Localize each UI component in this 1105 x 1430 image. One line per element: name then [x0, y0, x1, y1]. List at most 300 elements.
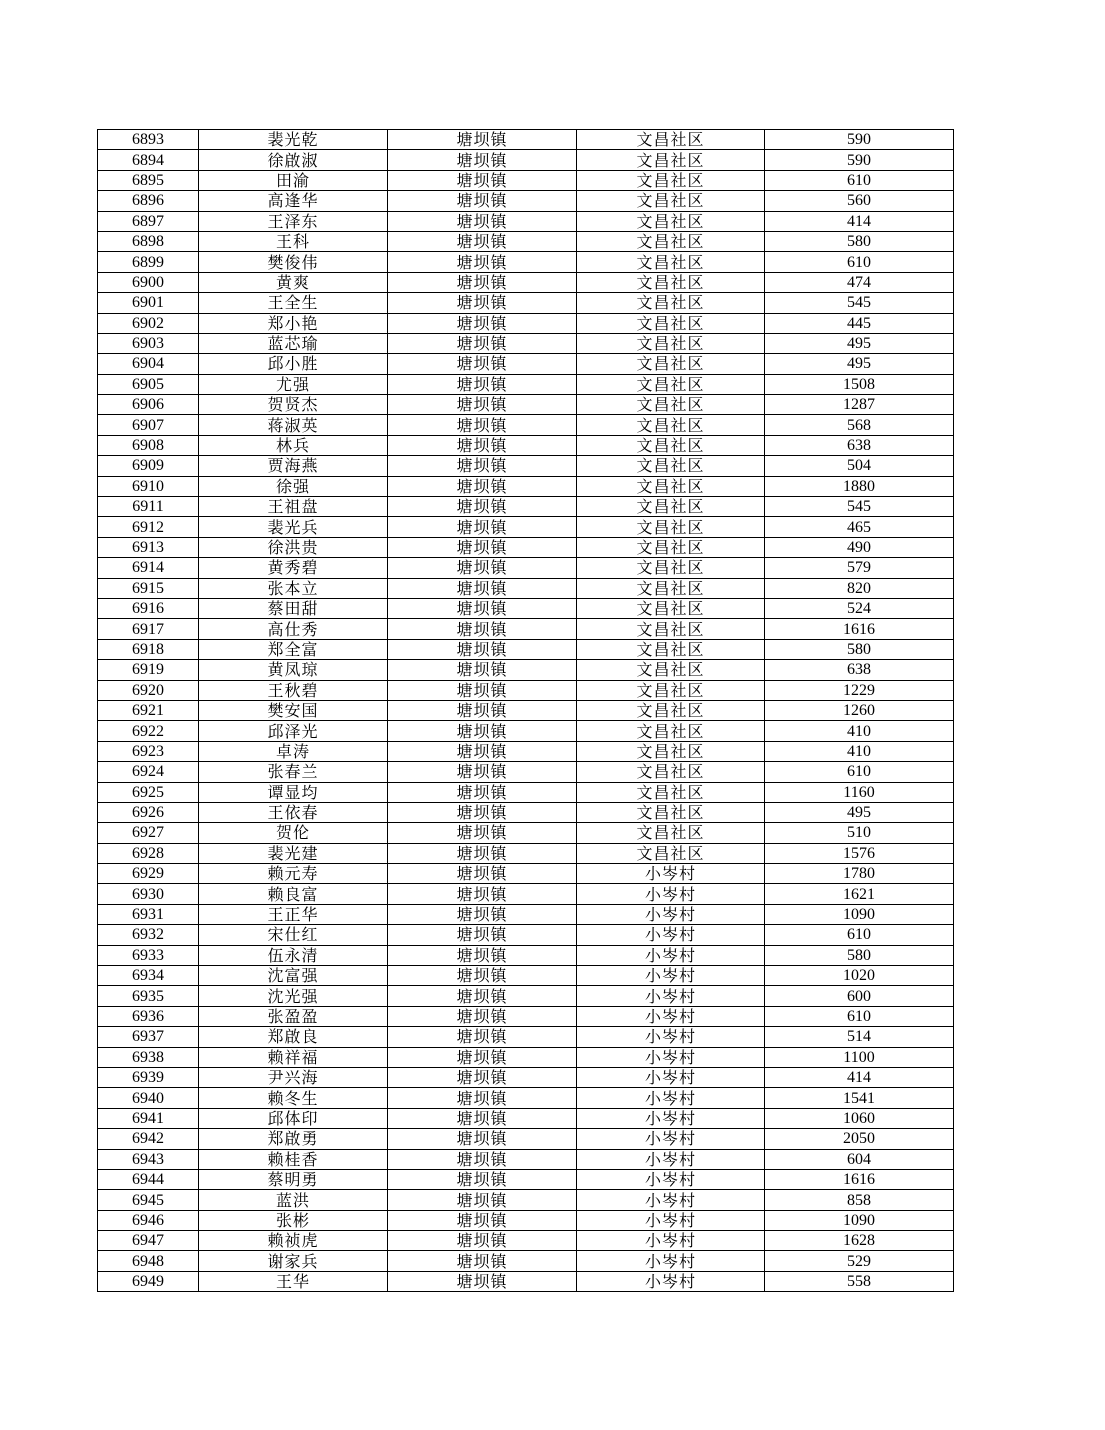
- cell-amount: 1229: [765, 680, 954, 700]
- cell-amount: 558: [765, 1271, 954, 1291]
- cell-name: 樊俊伟: [199, 252, 388, 272]
- cell-village: 文昌社区: [577, 191, 765, 211]
- cell-town: 塘坝镇: [388, 639, 577, 659]
- cell-amount: 490: [765, 537, 954, 557]
- cell-id: 6935: [98, 986, 199, 1006]
- table-row: [98, 456, 954, 476]
- table-row: [98, 823, 954, 843]
- table-row: [98, 191, 954, 211]
- cell-town: 塘坝镇: [388, 660, 577, 680]
- cell-amount: 504: [765, 456, 954, 476]
- cell-name: 高仕秀: [199, 619, 388, 639]
- cell-name: 伍永清: [199, 945, 388, 965]
- cell-town: 塘坝镇: [388, 272, 577, 292]
- cell-amount: 590: [765, 150, 954, 170]
- cell-id: 6902: [98, 313, 199, 333]
- cell-village: 小岑村: [577, 1251, 765, 1271]
- cell-name: 蒋淑英: [199, 415, 388, 435]
- table-row: [98, 395, 954, 415]
- cell-village: 文昌社区: [577, 415, 765, 435]
- table-row: [98, 517, 954, 537]
- cell-town: 塘坝镇: [388, 823, 577, 843]
- table-row: [98, 211, 954, 231]
- cell-town: 塘坝镇: [388, 476, 577, 496]
- cell-village: 小岑村: [577, 904, 765, 924]
- cell-id: 6942: [98, 1129, 199, 1149]
- cell-village: 文昌社区: [577, 313, 765, 333]
- cell-amount: 590: [765, 130, 954, 150]
- cell-amount: 1880: [765, 476, 954, 496]
- cell-name: 赖冬生: [199, 1088, 388, 1108]
- cell-village: 小岑村: [577, 925, 765, 945]
- cell-amount: 1780: [765, 864, 954, 884]
- table-row: [98, 1231, 954, 1251]
- cell-name: 蓝芯瑜: [199, 333, 388, 353]
- table-row: [98, 1047, 954, 1067]
- cell-id: 6913: [98, 537, 199, 557]
- cell-id: 6946: [98, 1210, 199, 1230]
- cell-name: 王祖盘: [199, 497, 388, 517]
- table-row: [98, 537, 954, 557]
- cell-amount: 1541: [765, 1088, 954, 1108]
- cell-village: 小岑村: [577, 986, 765, 1006]
- cell-id: 6905: [98, 374, 199, 394]
- cell-amount: 414: [765, 1067, 954, 1087]
- table-row: [98, 252, 954, 272]
- cell-town: 塘坝镇: [388, 884, 577, 904]
- cell-name: 蔡田甜: [199, 598, 388, 618]
- table-row: [98, 354, 954, 374]
- cell-town: 塘坝镇: [388, 945, 577, 965]
- cell-name: 林兵: [199, 435, 388, 455]
- cell-name: 王科: [199, 231, 388, 251]
- cell-village: 文昌社区: [577, 374, 765, 394]
- cell-village: 小岑村: [577, 864, 765, 884]
- cell-id: 6899: [98, 252, 199, 272]
- cell-town: 塘坝镇: [388, 843, 577, 863]
- cell-name: 贺伦: [199, 823, 388, 843]
- table-row: [98, 762, 954, 782]
- cell-name: 谢家兵: [199, 1251, 388, 1271]
- cell-town: 塘坝镇: [388, 497, 577, 517]
- cell-name: 赖良富: [199, 884, 388, 904]
- cell-amount: 610: [765, 1006, 954, 1026]
- cell-village: 文昌社区: [577, 395, 765, 415]
- cell-amount: 1020: [765, 966, 954, 986]
- table-row: [98, 1129, 954, 1149]
- cell-amount: 410: [765, 721, 954, 741]
- cell-id: 6909: [98, 456, 199, 476]
- cell-village: 文昌社区: [577, 741, 765, 761]
- cell-name: 王泽东: [199, 211, 388, 231]
- cell-village: 文昌社区: [577, 130, 765, 150]
- cell-name: 黄秀碧: [199, 558, 388, 578]
- cell-amount: 495: [765, 333, 954, 353]
- cell-amount: 1628: [765, 1231, 954, 1251]
- cell-town: 塘坝镇: [388, 231, 577, 251]
- cell-id: 6938: [98, 1047, 199, 1067]
- cell-name: 黄凤琼: [199, 660, 388, 680]
- cell-name: 邱小胜: [199, 354, 388, 374]
- cell-town: 塘坝镇: [388, 1088, 577, 1108]
- cell-town: 塘坝镇: [388, 925, 577, 945]
- table-row: [98, 660, 954, 680]
- table-row: [98, 435, 954, 455]
- cell-village: 文昌社区: [577, 476, 765, 496]
- table-row: [98, 1067, 954, 1087]
- cell-id: 6930: [98, 884, 199, 904]
- cell-town: 塘坝镇: [388, 130, 577, 150]
- table-row: [98, 497, 954, 517]
- cell-id: 6929: [98, 864, 199, 884]
- cell-village: 小岑村: [577, 966, 765, 986]
- table-row: [98, 1190, 954, 1210]
- cell-town: 塘坝镇: [388, 1027, 577, 1047]
- cell-id: 6933: [98, 945, 199, 965]
- cell-village: 文昌社区: [577, 354, 765, 374]
- cell-village: 文昌社区: [577, 598, 765, 618]
- cell-amount: 1287: [765, 395, 954, 415]
- cell-name: 邱泽光: [199, 721, 388, 741]
- cell-name: 王秋碧: [199, 680, 388, 700]
- cell-town: 塘坝镇: [388, 313, 577, 333]
- cell-amount: 1616: [765, 1169, 954, 1189]
- cell-town: 塘坝镇: [388, 252, 577, 272]
- table-row: [98, 333, 954, 353]
- cell-id: 6921: [98, 700, 199, 720]
- cell-id: 6916: [98, 598, 199, 618]
- table-row: [98, 864, 954, 884]
- cell-amount: 545: [765, 497, 954, 517]
- cell-id: 6937: [98, 1027, 199, 1047]
- table-row: [98, 680, 954, 700]
- cell-id: 6900: [98, 272, 199, 292]
- table-row: [98, 313, 954, 333]
- cell-village: 小岑村: [577, 1027, 765, 1047]
- cell-name: 高逢华: [199, 191, 388, 211]
- cell-village: 小岑村: [577, 1210, 765, 1230]
- cell-village: 小岑村: [577, 1271, 765, 1291]
- table-row: [98, 1027, 954, 1047]
- cell-amount: 858: [765, 1190, 954, 1210]
- cell-town: 塘坝镇: [388, 150, 577, 170]
- cell-id: 6927: [98, 823, 199, 843]
- cell-amount: 510: [765, 823, 954, 843]
- cell-village: 文昌社区: [577, 231, 765, 251]
- cell-name: 郑小艳: [199, 313, 388, 333]
- cell-town: 塘坝镇: [388, 374, 577, 394]
- data-table: [97, 129, 954, 1292]
- cell-name: 赖元寿: [199, 864, 388, 884]
- cell-id: 6898: [98, 231, 199, 251]
- cell-id: 6915: [98, 578, 199, 598]
- table-row: [98, 619, 954, 639]
- cell-id: 6932: [98, 925, 199, 945]
- cell-id: 6904: [98, 354, 199, 374]
- cell-village: 文昌社区: [577, 170, 765, 190]
- table-row: [98, 843, 954, 863]
- cell-name: 赖祥福: [199, 1047, 388, 1067]
- cell-amount: 1508: [765, 374, 954, 394]
- cell-id: 6917: [98, 619, 199, 639]
- cell-name: 谭显均: [199, 782, 388, 802]
- cell-name: 黄爽: [199, 272, 388, 292]
- table-row: [98, 558, 954, 578]
- cell-village: 小岑村: [577, 1088, 765, 1108]
- cell-amount: 604: [765, 1149, 954, 1169]
- cell-id: 6925: [98, 782, 199, 802]
- cell-name: 裴光建: [199, 843, 388, 863]
- table-row: [98, 1006, 954, 1026]
- cell-name: 蓝洪: [199, 1190, 388, 1210]
- cell-amount: 610: [765, 252, 954, 272]
- cell-amount: 568: [765, 415, 954, 435]
- cell-town: 塘坝镇: [388, 395, 577, 415]
- cell-village: 文昌社区: [577, 680, 765, 700]
- cell-amount: 579: [765, 558, 954, 578]
- cell-name: 赖桂香: [199, 1149, 388, 1169]
- cell-town: 塘坝镇: [388, 1149, 577, 1169]
- table-row: [98, 1210, 954, 1230]
- cell-village: 小岑村: [577, 1129, 765, 1149]
- cell-town: 塘坝镇: [388, 1047, 577, 1067]
- cell-village: 小岑村: [577, 1006, 765, 1026]
- cell-village: 文昌社区: [577, 639, 765, 659]
- table-row: [98, 1149, 954, 1169]
- cell-id: 6928: [98, 843, 199, 863]
- cell-village: 文昌社区: [577, 782, 765, 802]
- cell-town: 塘坝镇: [388, 1271, 577, 1291]
- cell-town: 塘坝镇: [388, 1190, 577, 1210]
- cell-village: 文昌社区: [577, 762, 765, 782]
- cell-amount: 495: [765, 354, 954, 374]
- cell-name: 贺贤杰: [199, 395, 388, 415]
- cell-amount: 580: [765, 639, 954, 659]
- cell-id: 6931: [98, 904, 199, 924]
- table-row: [98, 925, 954, 945]
- table-row: [98, 1088, 954, 1108]
- cell-id: 6926: [98, 802, 199, 822]
- cell-name: 沈富强: [199, 966, 388, 986]
- cell-village: 文昌社区: [577, 293, 765, 313]
- cell-amount: 545: [765, 293, 954, 313]
- cell-id: 6914: [98, 558, 199, 578]
- cell-id: 6945: [98, 1190, 199, 1210]
- cell-id: 6923: [98, 741, 199, 761]
- cell-town: 塘坝镇: [388, 517, 577, 537]
- cell-name: 郑啟良: [199, 1027, 388, 1047]
- document-sheet: [97, 129, 953, 1292]
- cell-town: 塘坝镇: [388, 741, 577, 761]
- table-row: [98, 170, 954, 190]
- cell-town: 塘坝镇: [388, 293, 577, 313]
- cell-village: 文昌社区: [577, 517, 765, 537]
- table-row: [98, 986, 954, 1006]
- cell-village: 文昌社区: [577, 333, 765, 353]
- cell-id: 6944: [98, 1169, 199, 1189]
- cell-amount: 610: [765, 925, 954, 945]
- cell-amount: 580: [765, 945, 954, 965]
- cell-amount: 445: [765, 313, 954, 333]
- cell-village: 文昌社区: [577, 660, 765, 680]
- cell-town: 塘坝镇: [388, 1129, 577, 1149]
- cell-amount: 1576: [765, 843, 954, 863]
- cell-town: 塘坝镇: [388, 578, 577, 598]
- table-row: [98, 945, 954, 965]
- cell-town: 塘坝镇: [388, 354, 577, 374]
- table-row: [98, 966, 954, 986]
- cell-amount: 638: [765, 660, 954, 680]
- table-body: [98, 130, 954, 1292]
- cell-name: 张彬: [199, 1210, 388, 1230]
- cell-amount: 610: [765, 762, 954, 782]
- cell-id: 6893: [98, 130, 199, 150]
- table-row: [98, 741, 954, 761]
- cell-name: 邱体印: [199, 1108, 388, 1128]
- table-row: [98, 1169, 954, 1189]
- cell-amount: 465: [765, 517, 954, 537]
- cell-name: 蔡明勇: [199, 1169, 388, 1189]
- cell-village: 文昌社区: [577, 272, 765, 292]
- cell-id: 6896: [98, 191, 199, 211]
- cell-name: 樊安国: [199, 700, 388, 720]
- cell-town: 塘坝镇: [388, 598, 577, 618]
- cell-village: 文昌社区: [577, 211, 765, 231]
- cell-village: 文昌社区: [577, 619, 765, 639]
- cell-town: 塘坝镇: [388, 904, 577, 924]
- cell-town: 塘坝镇: [388, 1006, 577, 1026]
- cell-id: 6941: [98, 1108, 199, 1128]
- cell-town: 塘坝镇: [388, 456, 577, 476]
- cell-village: 文昌社区: [577, 802, 765, 822]
- cell-id: 6924: [98, 762, 199, 782]
- cell-village: 小岑村: [577, 1169, 765, 1189]
- cell-id: 6903: [98, 333, 199, 353]
- cell-town: 塘坝镇: [388, 537, 577, 557]
- cell-id: 6940: [98, 1088, 199, 1108]
- cell-town: 塘坝镇: [388, 1210, 577, 1230]
- cell-amount: 1090: [765, 1210, 954, 1230]
- cell-id: 6918: [98, 639, 199, 659]
- cell-name: 贾海燕: [199, 456, 388, 476]
- cell-town: 塘坝镇: [388, 415, 577, 435]
- cell-town: 塘坝镇: [388, 1108, 577, 1128]
- cell-amount: 560: [765, 191, 954, 211]
- cell-id: 6895: [98, 170, 199, 190]
- cell-amount: 600: [765, 986, 954, 1006]
- cell-name: 裴光兵: [199, 517, 388, 537]
- cell-village: 文昌社区: [577, 252, 765, 272]
- cell-id: 6943: [98, 1149, 199, 1169]
- table-row: [98, 884, 954, 904]
- table-row: [98, 476, 954, 496]
- table-row: [98, 293, 954, 313]
- cell-town: 塘坝镇: [388, 1251, 577, 1271]
- cell-amount: 1060: [765, 1108, 954, 1128]
- table-row: [98, 415, 954, 435]
- cell-amount: 2050: [765, 1129, 954, 1149]
- cell-village: 文昌社区: [577, 150, 765, 170]
- table-row: [98, 639, 954, 659]
- cell-name: 王全生: [199, 293, 388, 313]
- cell-name: 徐啟淑: [199, 150, 388, 170]
- cell-amount: 1090: [765, 904, 954, 924]
- cell-name: 王正华: [199, 904, 388, 924]
- cell-name: 王依春: [199, 802, 388, 822]
- cell-village: 文昌社区: [577, 843, 765, 863]
- cell-town: 塘坝镇: [388, 1169, 577, 1189]
- cell-name: 徐强: [199, 476, 388, 496]
- table-row: [98, 598, 954, 618]
- cell-name: 徐洪贵: [199, 537, 388, 557]
- cell-village: 文昌社区: [577, 700, 765, 720]
- cell-name: 宋仕红: [199, 925, 388, 945]
- cell-village: 小岑村: [577, 884, 765, 904]
- cell-town: 塘坝镇: [388, 1231, 577, 1251]
- cell-amount: 610: [765, 170, 954, 190]
- table-row: [98, 1251, 954, 1271]
- cell-amount: 524: [765, 598, 954, 618]
- cell-amount: 638: [765, 435, 954, 455]
- table-row: [98, 782, 954, 802]
- cell-id: 6908: [98, 435, 199, 455]
- cell-name: 裴光乾: [199, 130, 388, 150]
- cell-village: 文昌社区: [577, 823, 765, 843]
- cell-village: 小岑村: [577, 1047, 765, 1067]
- cell-village: 文昌社区: [577, 537, 765, 557]
- cell-amount: 414: [765, 211, 954, 231]
- cell-name: 尤强: [199, 374, 388, 394]
- cell-name: 张盈盈: [199, 1006, 388, 1026]
- cell-id: 6922: [98, 721, 199, 741]
- cell-town: 塘坝镇: [388, 986, 577, 1006]
- cell-id: 6894: [98, 150, 199, 170]
- cell-name: 张春兰: [199, 762, 388, 782]
- cell-town: 塘坝镇: [388, 1067, 577, 1087]
- cell-village: 小岑村: [577, 945, 765, 965]
- cell-village: 小岑村: [577, 1067, 765, 1087]
- cell-id: 6907: [98, 415, 199, 435]
- cell-amount: 474: [765, 272, 954, 292]
- cell-town: 塘坝镇: [388, 802, 577, 822]
- cell-name: 张本立: [199, 578, 388, 598]
- cell-village: 文昌社区: [577, 456, 765, 476]
- table-row: [98, 721, 954, 741]
- cell-id: 6920: [98, 680, 199, 700]
- cell-village: 文昌社区: [577, 435, 765, 455]
- cell-town: 塘坝镇: [388, 435, 577, 455]
- cell-town: 塘坝镇: [388, 619, 577, 639]
- cell-amount: 580: [765, 231, 954, 251]
- cell-village: 文昌社区: [577, 558, 765, 578]
- cell-town: 塘坝镇: [388, 558, 577, 578]
- cell-name: 田渝: [199, 170, 388, 190]
- table-row: [98, 374, 954, 394]
- cell-amount: 514: [765, 1027, 954, 1047]
- cell-id: 6906: [98, 395, 199, 415]
- cell-id: 6939: [98, 1067, 199, 1087]
- cell-amount: 1621: [765, 884, 954, 904]
- cell-town: 塘坝镇: [388, 191, 577, 211]
- cell-id: 6947: [98, 1231, 199, 1251]
- cell-id: 6934: [98, 966, 199, 986]
- cell-amount: 820: [765, 578, 954, 598]
- cell-name: 郑全富: [199, 639, 388, 659]
- cell-id: 6912: [98, 517, 199, 537]
- table-row: [98, 272, 954, 292]
- cell-village: 小岑村: [577, 1108, 765, 1128]
- table-row: [98, 700, 954, 720]
